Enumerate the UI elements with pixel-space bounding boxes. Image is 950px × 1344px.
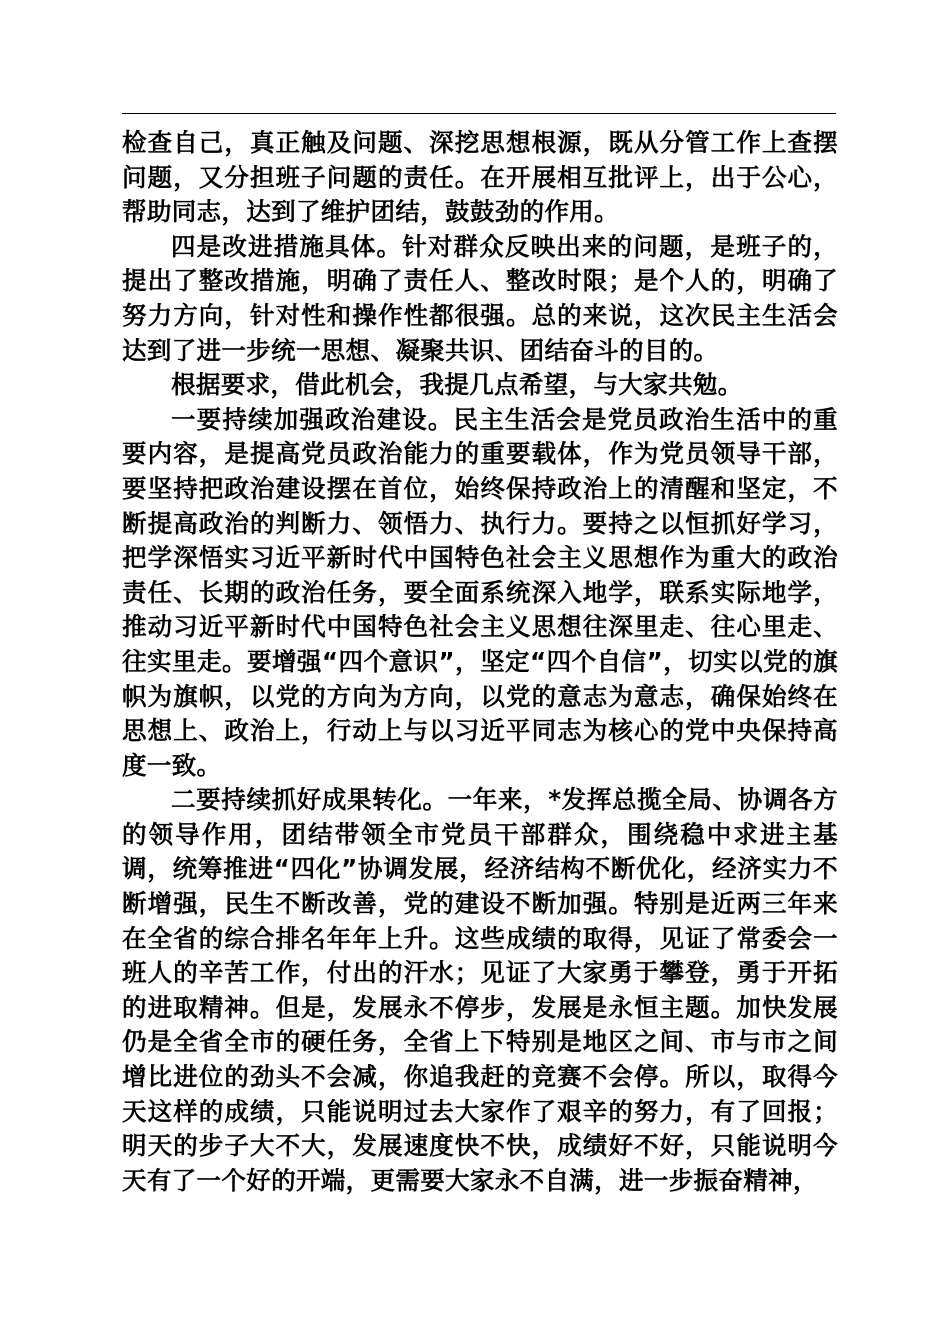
document-body <box>122 126 838 1198</box>
header-rule <box>122 113 836 114</box>
paragraph-1: 检查自己，真正触及问题、深挖思想根源，既从分管工作上查摆问题，又分担班子问题的责任。在开展相互批评上，出于公心，帮助同志，达到了维护团结，鼓鼓劲的作用。 <box>122 128 838 227</box>
paragraph-4: 一要持续加强政治建设。民主生活会是党员政治生活中的重要内容，是提高党员政治能力的重要载体，作为党员领导干部，要坚持把政治建设摆在首位，始终保持政治上的清醒和坚定，不断提高政治的判断力、领悟力、执行力。要持之以恒抓好学习，把学深悟实习近平新时代中国特色社会主义思想作为重大的政治责任、长期的政治任务，要全面系统深入地学，联系实际地学，推动习近平新时代中国特色社会主义思想往深里走、往心里走、往实里走。要增强“四个意识”，坚定“四个自信”，切实以党的旗帜为旗帜，以党的方向为方向，以党的意志为意志，确保始终在思想上、政治上，行动上与以习近平同志为核心的党中央保持高度一致。 <box>122 404 838 780</box>
paragraph-5: 二要持续抓好成果转化。一年来，*发挥总揽全局、协调各方的领导作用，团结带领全市党员干部群众，围绕稳中求进主基调，统筹推进“四化”协调发展，经济结构不断优化，经济实力不断增强，民生不断改善，党的建设不断加强。特别是近两三年来在全省的综合排名年年上升。这些成绩的取得，见证了常委会一班人的辛苦工作，付出的汗水；见证了大家勇于攀登，勇于开拓的进取精神。但是，发展永不停步，发展是永恒主题。加快发展仍是全省全市的硬任务，全省上下特别是地区之间、市与市之间增比进位的劲头不会减，你追我赶的竞赛不会停。所以，取得今天这样的成绩，只能说明过去大家作了艰辛的努力，有了回报；明天的步子大不大，发展速度快不快，成绩好不好，只能说明今天有了一个好的开端，更需要大家永不自满，进一步振奋精神， <box>122 785 838 1195</box>
paragraph-3: 根据要求，借此机会，我提几点希望，与大家共勉。 <box>171 370 743 400</box>
paragraph-2: 四是改进措施具体。针对群众反映出来的问题，是班子的，提出了整改措施，明确了责任人、整改时限；是个人的，明确了努力方向，针对性和操作性都很强。总的来说，这次民主生活会达到了进一步统一思想、凝聚共识、团结奋斗的目的。 <box>122 231 838 365</box>
